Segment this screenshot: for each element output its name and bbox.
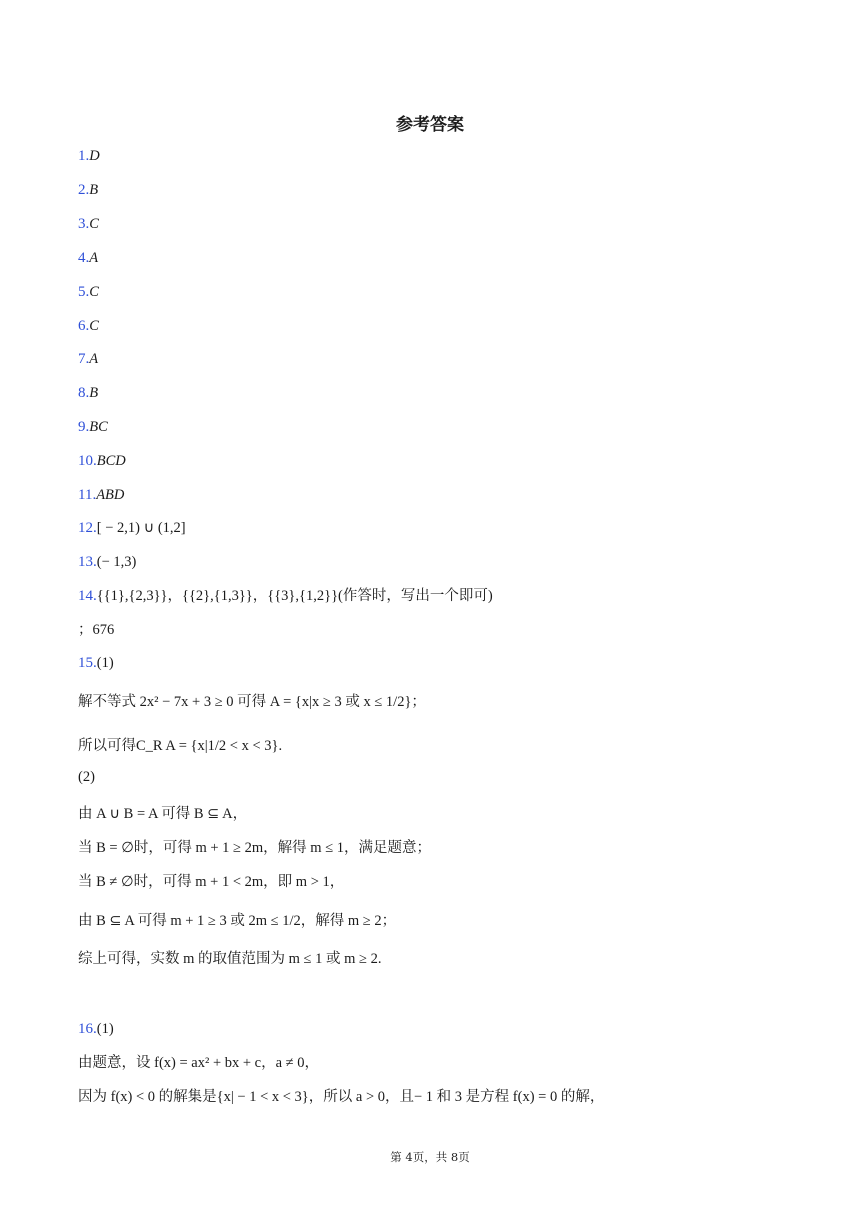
answer-text: C <box>89 284 99 300</box>
answer-text: D <box>89 148 100 164</box>
answer-text: B <box>89 385 99 401</box>
answer-text: BC <box>89 419 108 435</box>
answer-line <box>78 517 186 539</box>
answer-text: [ − 2,1) ∪ (1,2] <box>96 520 186 536</box>
question-number: 5. <box>78 284 90 300</box>
answer-text: C <box>89 318 99 334</box>
answer-line <box>78 348 98 370</box>
question-number: 16. <box>78 1021 97 1037</box>
question-number: 9. <box>78 419 90 435</box>
solution-line: 解不等式 2x² − 7x + 3 ≥ 0 可得 A = {x|x ≥ 3 或 x ≤ 1/2}； <box>78 694 426 710</box>
solution-line: 综上可得，实数 m 的取值范围为 m ≤ 1 或 m ≥ 2. <box>78 951 382 967</box>
answer-line <box>78 382 98 404</box>
question-number: 14. <box>78 588 97 604</box>
question-number: 1. <box>78 148 90 164</box>
answer-text: {{1},{2,3}}，{{2},{1,3}}，{{3},{1,2}}(作答时，写出一个即可) <box>96 588 493 604</box>
solution-line: 由 A ∪ B = A 可得 B ⊆ A， <box>78 806 248 822</box>
answer-line <box>78 551 136 573</box>
answer-text: A <box>89 250 99 266</box>
answer-text: B <box>89 182 99 198</box>
question-16-header <box>78 1018 114 1040</box>
question-number: 15. <box>78 655 97 671</box>
answer-text: ；676 <box>78 622 115 638</box>
answer-text: C <box>89 216 99 232</box>
solution-line: 所以可得C_R A = {x|1/2 < x < 3}. <box>78 738 283 754</box>
question-number: 7. <box>78 351 90 367</box>
page-title: 参考答案 <box>396 115 464 135</box>
question-number: 8. <box>78 385 90 401</box>
answer-line <box>78 484 124 506</box>
part-label: (1) <box>96 655 114 671</box>
solution-line: 当 B = ∅时，可得 m + 1 ≥ 2m，解得 m ≤ 1，满足题意； <box>78 840 432 856</box>
question-number: 12. <box>78 520 97 536</box>
solution-line: 因为 f(x) < 0 的解集是{x| − 1 < x < 3}，所以 a > 0，且− 1 和 3 是方程 f(x) = 0 的解， <box>78 1089 605 1105</box>
question-number: 11. <box>78 487 97 503</box>
answer-line <box>78 450 126 472</box>
answer-line <box>78 585 493 607</box>
answer-line <box>78 247 98 269</box>
part-label: (1) <box>96 1021 114 1037</box>
answer-line <box>78 416 108 438</box>
solution-line: 当 B ≠ ∅时，可得 m + 1 < 2m，即 m > 1， <box>78 874 345 890</box>
answer-line <box>78 145 100 167</box>
question-number: 6. <box>78 318 90 334</box>
answer-text: ABD <box>96 487 125 503</box>
answer-line <box>78 213 99 235</box>
answer-line <box>78 281 99 303</box>
solution-line: 由 B ⊆ A 可得 m + 1 ≥ 3 或 2m ≤ 1/2，解得 m ≥ 2； <box>78 913 397 929</box>
solution-line: 由题意，设 f(x) = ax² + bx + c，a ≠ 0， <box>78 1055 320 1071</box>
question-number: 3. <box>78 216 90 232</box>
answer-text: BCD <box>96 453 126 469</box>
answer-text: (− 1,3) <box>96 554 137 570</box>
page-footer: 第 4页，共 8页 <box>390 1150 470 1164</box>
question-number: 10. <box>78 453 97 469</box>
question-number: 2. <box>78 182 90 198</box>
part-label: (2) <box>78 769 95 785</box>
answer-line <box>78 315 99 337</box>
answer-text: A <box>89 351 99 367</box>
question-number: 4. <box>78 250 90 266</box>
question-number: 13. <box>78 554 97 570</box>
answer-line <box>78 179 98 201</box>
answer-continuation <box>78 619 114 641</box>
question-15-header <box>78 652 114 674</box>
